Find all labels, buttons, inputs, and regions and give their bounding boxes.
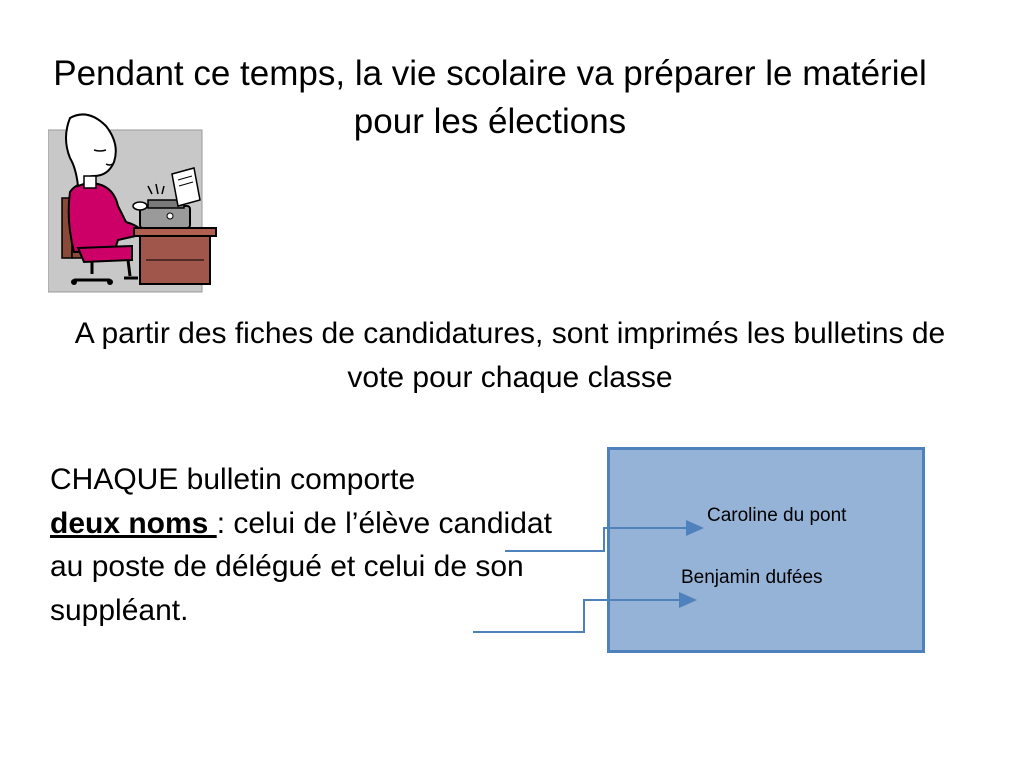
body-line-1: CHAQUE bulletin comporte <box>50 463 416 496</box>
candidate-name: Caroline du pont <box>707 505 847 526</box>
body-paragraph <box>50 458 570 632</box>
typist-at-typewriter-icon <box>48 110 220 294</box>
body-rest: : celui de l’élève candidat au poste de délégué et celui de son suppléant. <box>50 506 552 627</box>
substitute-name: Benjamin dufées <box>681 567 823 588</box>
ballot-box <box>607 447 925 653</box>
emphasis-text: deux noms <box>50 506 217 540</box>
slide-subtitle: A partir des fiches de candidatures, sont imprimés les bulletins de vote pour chaque classe <box>74 317 946 394</box>
slide-title: Pendant ce temps, la vie scolaire va préparer le matériel pour les élections <box>53 54 927 142</box>
